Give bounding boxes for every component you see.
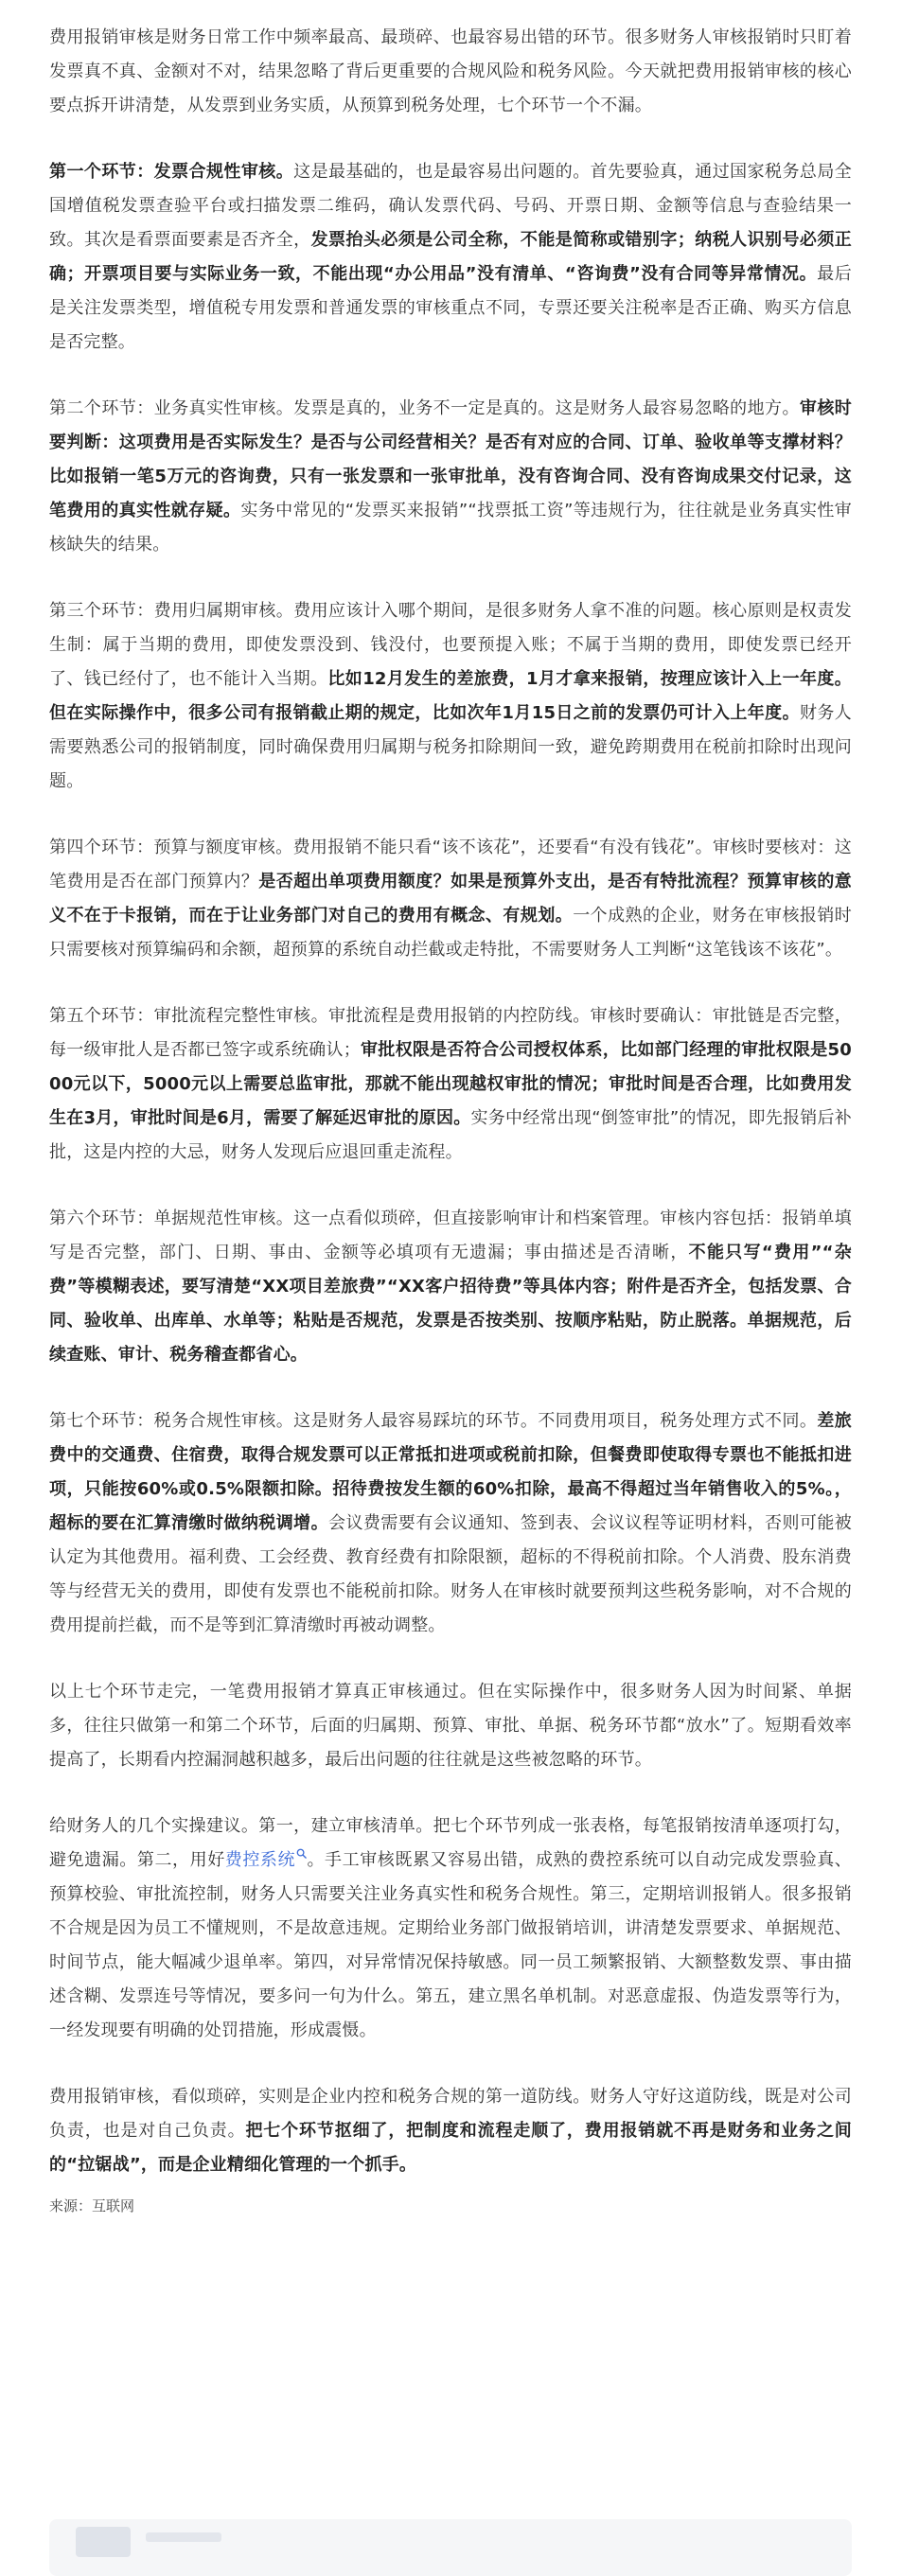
search-icon	[296, 1848, 307, 1859]
section-3-paragraph	[49, 594, 852, 799]
section-7-text: 第七个环节：税务合规性审核。这是财务人最容易踩坑的环节。不同费用项目，税务处理方式不同。	[49, 1411, 818, 1431]
conclusion-text: 费用报销审核，看似琐碎，实则是企业内控和税务合规的第一道防线。财务人守好这道防线，既是对公司负责，也是对自己负责。	[49, 2087, 852, 2141]
section-2-text: 第二个环节：业务真实性审核。发票是真的，业务不一定是真的。这是财务人最容易忽略的地方。	[49, 398, 800, 418]
section-4-emphasis: 是否超出单项费用额度？如果是预算外支出，是否有特批流程？预算审核的意义不在于卡报销，而在于让业务部门对自己的费用有概念、有规划。	[49, 872, 852, 926]
section-2-paragraph	[49, 392, 852, 562]
section-2-emphasis: 审核时要判断：这项费用是否实际发生？是否与公司经营相关？是否有对应的合同、订单、验收单等支撑材料？比如报销一笔5万元的咨询费，只有一张发票和一张审批单，没有咨询合同、没有咨询成果交付记录，这笔费用的真实性就存疑。	[49, 398, 852, 520]
conclusion-emphasis: 把七个环节抠细了，把制度和流程走顺了，费用报销就不再是财务和业务之间的“拉锯战”，而是企业精细化管理的一个抓手。	[49, 2121, 852, 2175]
card-thumbnail	[76, 2527, 131, 2557]
conclusion-paragraph	[49, 2080, 852, 2182]
summary-paragraph	[49, 1675, 852, 1777]
section-4-text: 第四个环节：预算与额度审核。费用报销不能只看“该不该花”，还要看“有没有钱花”。审核时要核对：这笔费用是否在部门预算内？	[49, 838, 852, 891]
expense-system-link[interactable]: 费控系统	[224, 1850, 296, 1870]
section-7-emphasis: 差旅费中的交通费、住宿费，取得合规发票可以正常抵扣进项或税前扣除，但餐费即使取得专票也不能抵扣进项，只能按60%或0.5%限额扣除。招待费按发生额的60%扣除，最高不得超过当年销售收入的5%。，超标的要在汇算清缴时做纳税调增。	[49, 1411, 852, 1533]
intro-text: 费用报销审核是财务日常工作中频率最高、最琐碎、也最容易出错的环节。很多财务人审核报销时只盯着发票真不真、金额对不对，结果忽略了背后更重要的合规风险和税务风险。今天就把费用报销审核的核心要点拆开讲清楚，从发票到业务实质，从预算到税务处理，七个环节一个不漏。	[49, 27, 852, 115]
section-1-text-end: 最后是关注发票类型，增值税专用发票和普通发票的审核重点不同，专票还要关注税率是否正确、购买方信息是否完整。	[49, 264, 852, 352]
advice-paragraph	[49, 1809, 852, 2048]
section-1-paragraph	[49, 155, 852, 360]
section-2-text-end: 实务中常见的“发票买来报销”“找票抵工资”等违规行为，往往就是业务真实性审核缺失的结果。	[49, 501, 852, 555]
section-1-emphasis: 发票抬头必须是公司全称，不能是简称或错别字；纳税人识别号必须正确；开票项目要与实际业务一致，不能出现“办公用品”没有清单、“咨询费”没有合同等异常情况。	[49, 230, 853, 284]
section-4-text-end: 一个成熟的企业，财务在审核报销时只需要核对预算编码和余额，超预算的系统自动拦截或走特批，不需要财务人工判断“这笔钱该不该花”。	[49, 906, 853, 960]
source-label: 来源：互联网	[49, 2197, 135, 2214]
section-4-paragraph	[49, 831, 852, 967]
section-6-emphasis: 不能只写“费用”“杂费”等模糊表述，要写清楚“XX项目差旅费”“XX客户招待费”等具体内容；附件是否齐全，包括发票、合同、验收单、出库单、水单等；粘贴是否规范，发票是否按类别、按顺序粘贴，防止脱落。单据规范，后续查账、审计、税务稽查都省心。	[49, 1243, 852, 1365]
section-5-emphasis: 审批权限是否符合公司授权体系，比如部门经理的审批权限是5000元以下，5000元以上需要总监审批，那就不能出现越权审批的情况；审批时间是否合理，比如费用发生在3月，审批时间是6月，需要了解延迟审批的原因。	[49, 1040, 852, 1128]
section-7-text-end: 会议费需要有会议通知、签到表、会议议程等证明材料，否则可能被认定为其他费用。福利费、工会经费、教育经费有扣除限额，超标的不得税前扣除。个人消费、股东消费等与经营无关的费用，即使有发票也不能税前扣除。财务人在审核时就要预判这些税务影响，对不合规的费用提前拦截，而不是等到汇算清缴时再被动调整。	[49, 1513, 853, 1635]
section-5-text: 第五个环节：审批流程完整性审核。审批流程是费用报销的内控防线。审核时要确认：审批链是否完整，每一级审批人是否都已签字或系统确认；	[49, 1006, 852, 1060]
section-6-text: 第六个环节：单据规范性审核。这一点看似琐碎，但直接影响审计和档案管理。审核内容包括：报销单填写是否完整，部门、日期、事由、金额等必填项有无遗漏；事由描述是否清晰，	[49, 1209, 852, 1262]
section-3-emphasis: 比如12月发生的差旅费，1月才拿来报销，按理应该计入上一年度。但在实际操作中，很多公司有报销截止期的规定，比如次年1月15日之前的发票仍可计入上年度。	[49, 669, 852, 723]
related-card[interactable]	[49, 2519, 852, 2576]
section-5-paragraph	[49, 999, 852, 1170]
summary-text: 以上七个环节走完，一笔费用报销才算真正审核通过。但在实际操作中，很多财务人因为时间紧、单据多，往往只做第一和第二个环节，后面的归属期、预算、审批、单据、税务环节都“放水”了。短期看效率提高了，长期看内控漏洞越积越多，最后出问题的往往就是这些被忽略的环节。	[49, 1682, 852, 1770]
advice-text: 给财务人的几个实操建议。第一，建立审核清单。把七个环节列成一张表格，每笔报销按清单逐项打勾，避免遗漏。第二，用好	[49, 1816, 852, 1870]
advice-text-end: 。手工审核既累又容易出错，成熟的费控系统可以自动完成发票验真、预算校验、审批流控制，财务人只需要关注业务真实性和税务合规性。第三，定期培训报销人。很多报销不合规是因为员工不懂规则，不是故意违规。定期给业务部门做报销培训，讲清楚发票要求、单据规范、时间节点，能大幅减少退单率。第四，对异常情况保持敏感。同一员工频繁报销、大额整数发票、事由描述含糊、发票连号等情况，要多问一句为什么。第五，建立黑名单机制。对恶意虚报、伪造发票等行为，一经发现要有明确的处罚措施，形成震慑。	[49, 1850, 852, 2040]
section-1-heading: 第一个环节：发票合规性审核。	[49, 162, 294, 182]
section-3-text-end: 财务人需要熟悉公司的报销制度，同时确保费用归属期与税务扣除期间一致，避免跨期费用在税前扣除时出现问题。	[49, 703, 852, 791]
card-title-placeholder	[146, 2532, 221, 2542]
section-6-paragraph	[49, 1202, 852, 1372]
section-7-paragraph	[49, 1404, 852, 1643]
intro-paragraph	[49, 21, 852, 123]
section-1-text: 这是最基础的，也是最容易出问题的。首先要验真，通过国家税务总局全国增值税发票查验平台或扫描发票二维码，确认发票代码、号码、开票日期、金额等信息与查验结果一致。其次是看票面要素是否齐全，	[49, 162, 852, 250]
section-5-text-end: 实务中经常出现“倒签审批”的情况，即先报销后补批，这是内控的大忌，财务人发现后应退回重走流程。	[49, 1108, 852, 1162]
section-3-text: 第三个环节：费用归属期审核。费用应该计入哪个期间，是很多财务人拿不准的问题。核心原则是权责发生制：属于当期的费用，即使发票没到、钱没付，也要预提入账；不属于当期的费用，即使发票已经开了、钱已经付了，也不能计入当期。	[49, 601, 852, 689]
